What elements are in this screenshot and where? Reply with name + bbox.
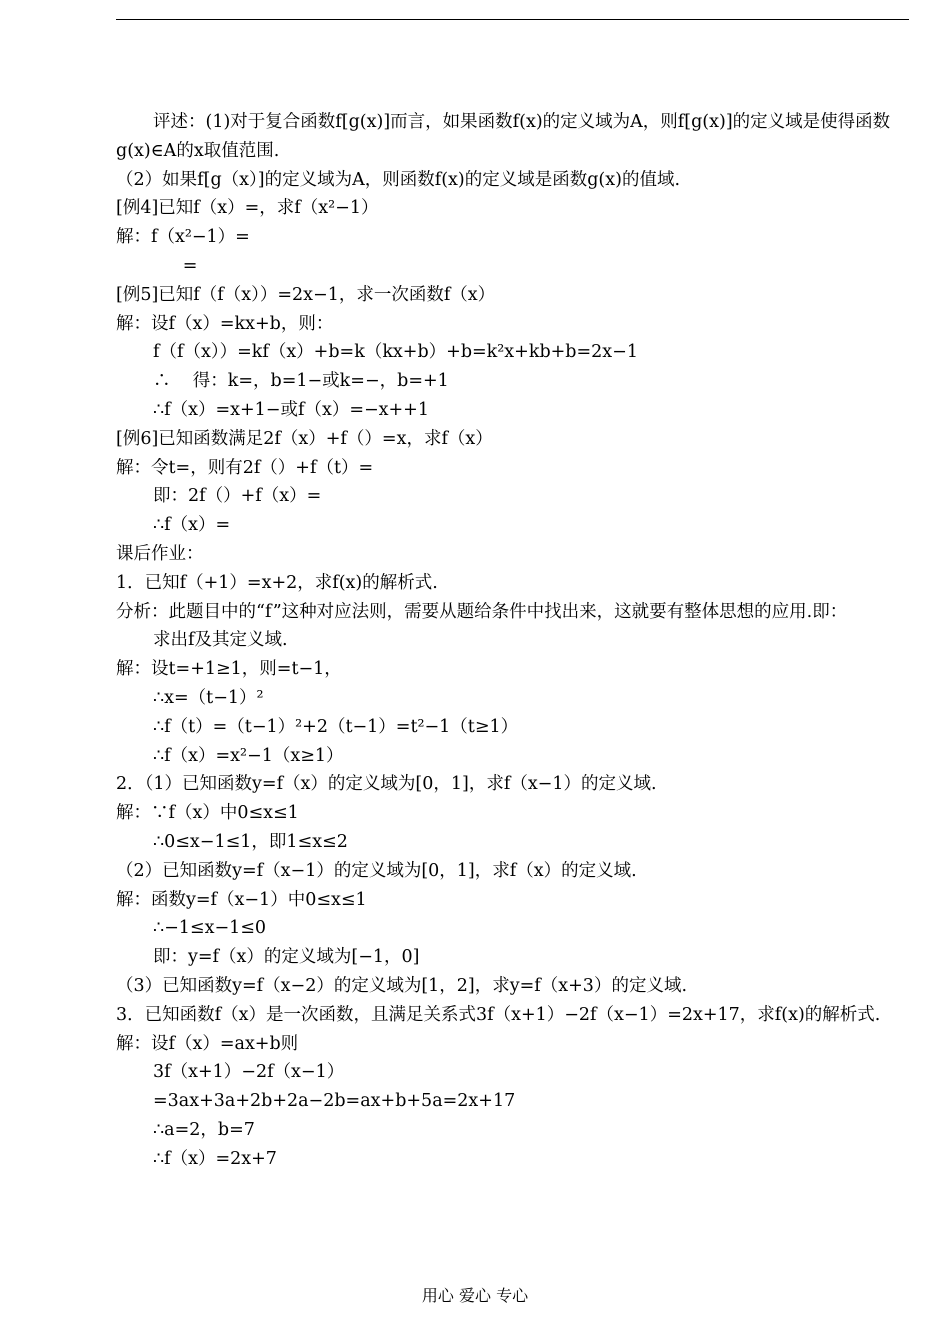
solution-line: 解：设t=+1≥1，则=t−1，	[116, 659, 342, 680]
exercise-question: 1．已知f（+1）=x+2，求f(x)的解析式.	[116, 572, 438, 593]
solution-line: 3f（x+1）−2f（x−1）	[153, 1062, 345, 1083]
header-rule	[116, 19, 909, 20]
solution-line: =3ax+3a+2b+2a−2b=ax+b+5a=2x+17	[153, 1091, 516, 1112]
solution-line: 即：2f（）+f（x）=	[153, 486, 322, 507]
analysis-line: 求出f及其定义域.	[153, 630, 288, 651]
solution-line: ∴f（t）=（t−1）²+2（t−1）=t²−1（t≥1）	[153, 716, 519, 737]
exercise-question: 2．（1）已知函数y=f（x）的定义域为[0，1]，求f（x−1）的定义域.	[116, 774, 657, 795]
solution-line: ∴f（x）=2x+7	[153, 1148, 277, 1169]
solution-line: 解：令t=，则有2f（）+f（t）=	[116, 457, 374, 478]
solution-line: 解：f（x²−1）=	[116, 227, 250, 248]
solution-line: ∴ 得：k=，b=1−或k=−，b=+1	[153, 371, 449, 392]
example-heading: [例4]已知f（x）=，求f（x²−1）	[116, 198, 379, 219]
solution-line: 即：y=f（x）的定义域为[−1，0]	[153, 947, 420, 968]
solution-line: f（f（x））=kf（x）+b=k（kx+b）+b=k²x+kb+b=2x−1	[153, 342, 638, 363]
solution-line: ∴x=（t−1）²	[153, 687, 264, 708]
solution-line: ∴f（x）=x+1−或f（x）=−x++1	[153, 399, 429, 420]
example-heading: [例5]已知f（f（x））=2x−1，求一次函数f（x）	[116, 284, 496, 305]
solution-line: ∴−1≤x−1≤0	[153, 918, 267, 939]
analysis-line: 分析：此题目中的“f”这种对应法则，需要从题给条件中找出来，这就要有整体思想的应用.即：	[116, 601, 848, 622]
exercise-question: （2）已知函数y=f（x−1）的定义域为[0，1]，求f（x）的定义域.	[116, 860, 637, 881]
exercise-question: （3）已知函数y=f（x−2）的定义域为[1，2]，求y=f（x+3）的定义域.	[116, 975, 688, 996]
exercise-question: 3．已知函数f（x）是一次函数，且满足关系式3f（x+1）−2f（x−1）=2x+17，求f(x)的解析式.	[116, 1004, 881, 1025]
solution-line: ∴f（x）=x²−1（x≥1）	[153, 745, 344, 766]
solution-line: =	[116, 255, 198, 276]
solution-line: 解：∵f（x）中0≤x≤1	[116, 803, 299, 824]
paragraph: 评述：(1)对于复合函数f[g(x)]而言，如果函数f(x)的定义域为A，则f[g(x)]的定义域是使得函数g(x)∈A的x取值范围.	[116, 112, 891, 161]
solution-line: 解：函数y=f（x−1）中0≤x≤1	[116, 889, 367, 910]
solution-line: ∴a=2，b=7	[153, 1119, 255, 1140]
paragraph: （2）如果f[g（x）]的定义域为A，则函数f(x)的定义域是函数g(x)的值域.	[116, 169, 681, 190]
document-body	[116, 108, 911, 1173]
solution-line: 解：设f（x）=kx+b，则：	[116, 313, 334, 334]
solution-line: ∴f（x）=	[153, 515, 231, 536]
solution-line: 解：设f（x）=ax+b则	[116, 1033, 299, 1054]
page-footer: 用心 爱心 专心	[421, 1286, 529, 1305]
solution-line: ∴0≤x−1≤1，即1≤x≤2	[153, 831, 348, 852]
section-heading: 课后作业：	[116, 543, 204, 564]
example-heading: [例6]已知函数满足2f（x）+f（）=x，求f（x）	[116, 428, 493, 449]
